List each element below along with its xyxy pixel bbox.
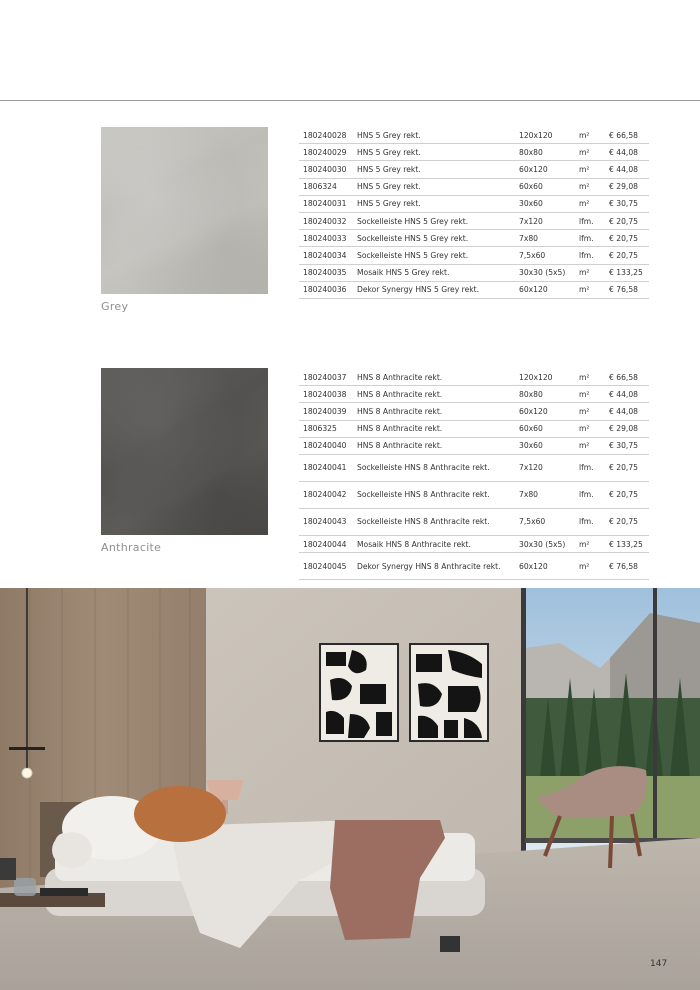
anthracite-price-table [299, 369, 649, 580]
product-code: 180240035 [299, 264, 353, 281]
product-unit: m² [575, 369, 605, 386]
product-name: Sockelleiste HNS 5 Grey rekt. [353, 212, 515, 229]
product-size: 7,5x60 [515, 508, 575, 535]
product-price: € 29,08 [605, 178, 649, 195]
top-divider [0, 100, 700, 101]
product-price: € 44,08 [605, 144, 649, 161]
product-price: € 133,25 [605, 264, 649, 281]
product-unit: m² [575, 281, 605, 298]
window-frame-middle [653, 588, 657, 853]
artwork-right [410, 644, 488, 741]
product-code: 180240033 [299, 230, 353, 247]
table-row [299, 481, 649, 508]
product-unit: m² [575, 420, 605, 437]
product-price: € 20,75 [605, 454, 649, 481]
product-unit: m² [575, 437, 605, 454]
product-name: Sockelleiste HNS 8 Anthracite rekt. [353, 508, 515, 535]
product-unit: lfm. [575, 247, 605, 264]
product-code: 180240030 [299, 161, 353, 178]
product-name: Sockelleiste HNS 5 Grey rekt. [353, 247, 515, 264]
table-row [299, 553, 649, 580]
product-code: 180240029 [299, 144, 353, 161]
product-price: € 44,08 [605, 403, 649, 420]
product-size: 80x80 [515, 144, 575, 161]
product-unit: m² [575, 386, 605, 403]
table-row [299, 508, 649, 535]
product-price: € 66,58 [605, 127, 649, 144]
window-frame-left [521, 588, 526, 853]
product-size: 7x120 [515, 212, 575, 229]
product-name: HNS 5 Grey rekt. [353, 127, 515, 144]
product-price: € 29,08 [605, 420, 649, 437]
product-size: 30x30 (5x5) [515, 264, 575, 281]
product-price: € 20,75 [605, 212, 649, 229]
table-row [299, 437, 649, 454]
product-unit: m² [575, 178, 605, 195]
product-unit: lfm. [575, 230, 605, 247]
product-name: HNS 8 Anthracite rekt. [353, 420, 515, 437]
table-row [299, 281, 649, 298]
product-unit: lfm. [575, 481, 605, 508]
product-price: € 20,75 [605, 247, 649, 264]
product-code: 180240043 [299, 508, 353, 535]
product-name: HNS 5 Grey rekt. [353, 161, 515, 178]
table-row [299, 454, 649, 481]
product-name: HNS 8 Anthracite rekt. [353, 386, 515, 403]
table-row [299, 369, 649, 386]
anthracite-swatch-label: Anthracite [101, 541, 162, 554]
table-row [299, 403, 649, 420]
product-code: 1806325 [299, 420, 353, 437]
product-size: 120x120 [515, 127, 575, 144]
product-name: Dekor Synergy HNS 5 Grey rekt. [353, 281, 515, 298]
product-price: € 30,75 [605, 437, 649, 454]
bedroom-interior-photo [0, 588, 700, 990]
product-price: € 44,08 [605, 386, 649, 403]
product-code: 180240031 [299, 195, 353, 212]
product-size: 120x120 [515, 369, 575, 386]
product-name: Sockelleiste HNS 8 Anthracite rekt. [353, 454, 515, 481]
orange-pillow [134, 786, 226, 842]
table-row [299, 195, 649, 212]
product-name: Mosaik HNS 5 Grey rekt. [353, 264, 515, 281]
product-code: 180240038 [299, 386, 353, 403]
product-code: 180240032 [299, 212, 353, 229]
product-code: 180240045 [299, 553, 353, 580]
product-unit: m² [575, 127, 605, 144]
product-code: 180240028 [299, 127, 353, 144]
product-price: € 76,58 [605, 281, 649, 298]
product-size: 7x80 [515, 481, 575, 508]
page-number: 147 [650, 959, 668, 969]
product-size: 7x80 [515, 230, 575, 247]
product-price: € 20,75 [605, 508, 649, 535]
product-unit: lfm. [575, 454, 605, 481]
product-price: € 44,08 [605, 161, 649, 178]
product-unit: m² [575, 264, 605, 281]
product-price: € 20,75 [605, 230, 649, 247]
product-unit: m² [575, 553, 605, 580]
pendant-lamp [9, 747, 45, 750]
artwork-left [320, 644, 398, 741]
product-size: 60x60 [515, 420, 575, 437]
product-price: € 30,75 [605, 195, 649, 212]
product-name: HNS 5 Grey rekt. [353, 178, 515, 195]
table-row [299, 535, 649, 552]
product-code: 1806324 [299, 178, 353, 195]
table-row [299, 144, 649, 161]
product-name: HNS 5 Grey rekt. [353, 144, 515, 161]
product-size: 7,5x60 [515, 247, 575, 264]
product-name: HNS 8 Anthracite rekt. [353, 437, 515, 454]
product-unit: m² [575, 535, 605, 552]
table-row [299, 420, 649, 437]
product-code: 180240042 [299, 481, 353, 508]
product-price: € 76,58 [605, 553, 649, 580]
table-row [299, 161, 649, 178]
product-name: Sockelleiste HNS 8 Anthracite rekt. [353, 481, 515, 508]
product-size: 30x60 [515, 195, 575, 212]
product-size: 30x30 (5x5) [515, 535, 575, 552]
table-row [299, 178, 649, 195]
product-code: 180240040 [299, 437, 353, 454]
product-size: 60x120 [515, 553, 575, 580]
grey-swatch-label: Grey [101, 300, 129, 313]
product-name: Dekor Synergy HNS 8 Anthracite rekt. [353, 553, 515, 580]
product-size: 60x120 [515, 403, 575, 420]
product-code: 180240034 [299, 247, 353, 264]
table-row [299, 386, 649, 403]
product-size: 7x120 [515, 454, 575, 481]
product-name: Mosaik HNS 8 Anthracite rekt. [353, 535, 515, 552]
product-size: 80x80 [515, 386, 575, 403]
product-size: 60x120 [515, 281, 575, 298]
product-code: 180240039 [299, 403, 353, 420]
product-price: € 20,75 [605, 481, 649, 508]
product-unit: m² [575, 161, 605, 178]
table-row [299, 127, 649, 144]
product-unit: m² [575, 195, 605, 212]
product-name: HNS 5 Grey rekt. [353, 195, 515, 212]
anthracite-tile-swatch [101, 368, 268, 535]
product-size: 30x60 [515, 437, 575, 454]
table-row [299, 230, 649, 247]
product-code: 180240044 [299, 535, 353, 552]
product-unit: lfm. [575, 212, 605, 229]
product-code: 180240037 [299, 369, 353, 386]
table-row [299, 264, 649, 281]
product-code: 180240041 [299, 454, 353, 481]
table-row [299, 212, 649, 229]
product-unit: lfm. [575, 508, 605, 535]
product-code: 180240036 [299, 281, 353, 298]
product-price: € 133,25 [605, 535, 649, 552]
table-row [299, 247, 649, 264]
product-unit: m² [575, 144, 605, 161]
product-size: 60x120 [515, 161, 575, 178]
product-name: Sockelleiste HNS 5 Grey rekt. [353, 230, 515, 247]
product-name: HNS 8 Anthracite rekt. [353, 403, 515, 420]
product-price: € 66,58 [605, 369, 649, 386]
product-size: 60x60 [515, 178, 575, 195]
grey-price-table [299, 127, 649, 299]
product-name: HNS 8 Anthracite rekt. [353, 369, 515, 386]
product-unit: m² [575, 403, 605, 420]
grey-tile-swatch [101, 127, 268, 294]
